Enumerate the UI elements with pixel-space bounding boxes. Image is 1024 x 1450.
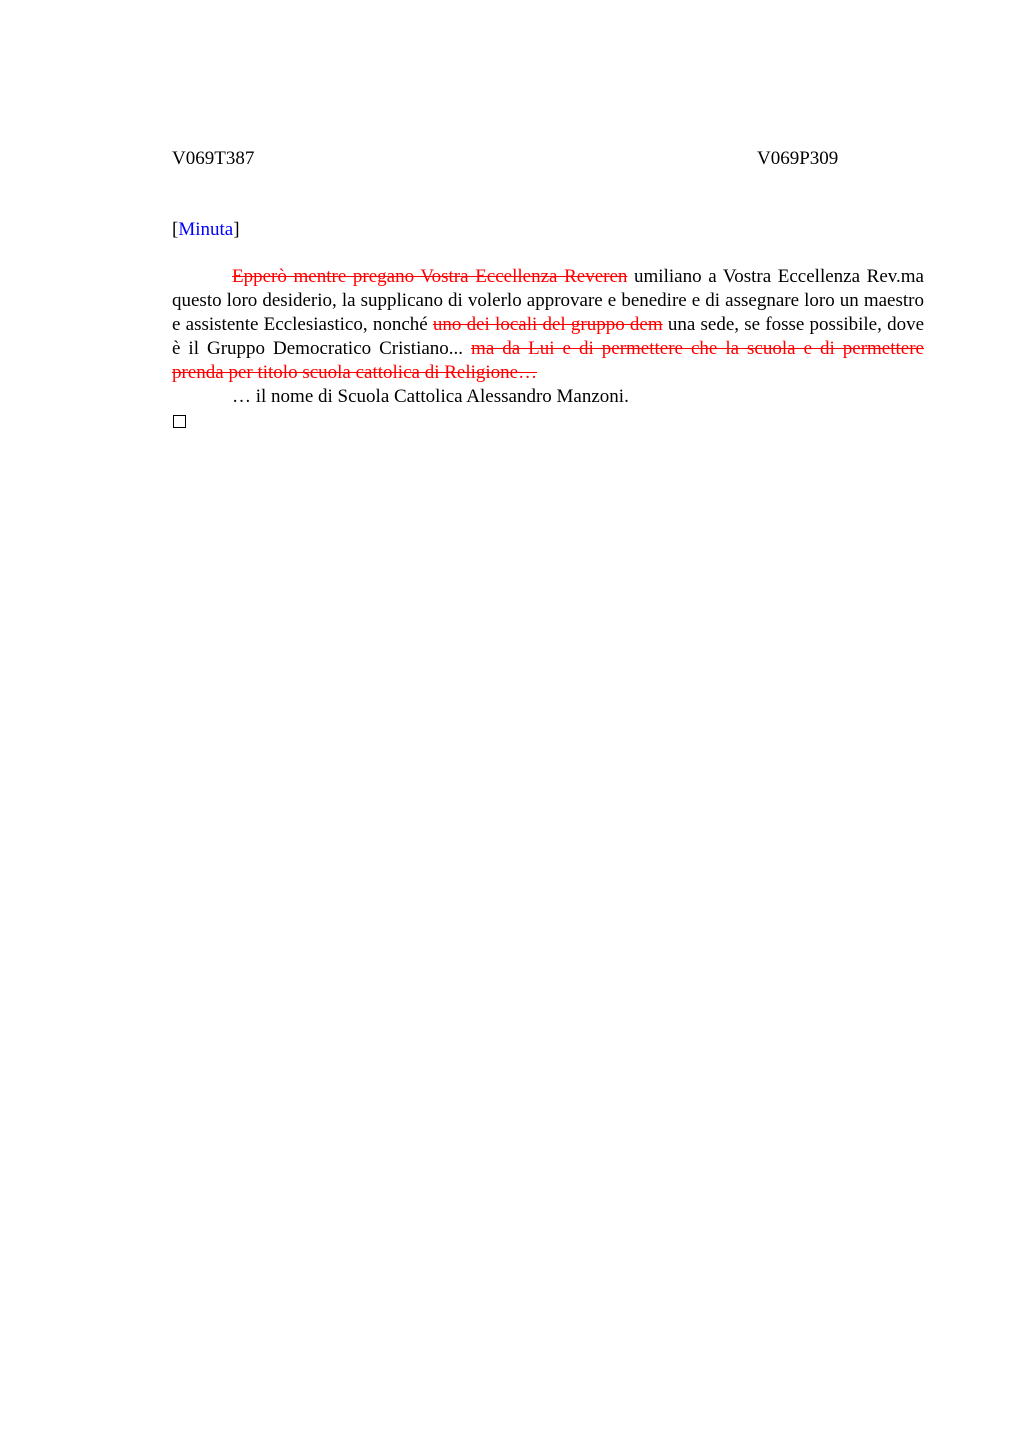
label-open-bracket: [ (172, 219, 179, 240)
deleted-text-3: ma da Lui e di permettere che la scuola e di permettere prenda per titolo scuola cattolica di Religione… (172, 338, 924, 383)
label-minuta: Minuta (178, 219, 234, 240)
document-code-left: V069T387 (172, 148, 255, 169)
document-code-right: V069P309 (757, 148, 839, 169)
paragraph-main (172, 265, 924, 385)
paragraph-closing: … il nome di Scuola Cattolica Alessandro Manzoni. (232, 386, 629, 407)
document-label (172, 219, 240, 241)
label-close-bracket: ] (233, 219, 240, 240)
text-segment-1: umiliano a Vostra Eccellenza Rev.ma questo loro desiderio, la supplicano di volerlo approvare e benedire e di assegnare loro un maestro e assistente Ecclesiastico, nonché (172, 266, 924, 335)
document-body (172, 265, 924, 428)
checkbox-icon (173, 415, 186, 428)
deleted-text-2: uno dei locali del gruppo dem (432, 314, 663, 335)
deleted-text-1: Epperò mentre pregano Vostra Eccellenza Reveren (232, 266, 628, 287)
text-segment-2: una sede, se fosse possibile, dove è il Gruppo Democratico Cristiano... (172, 314, 925, 359)
